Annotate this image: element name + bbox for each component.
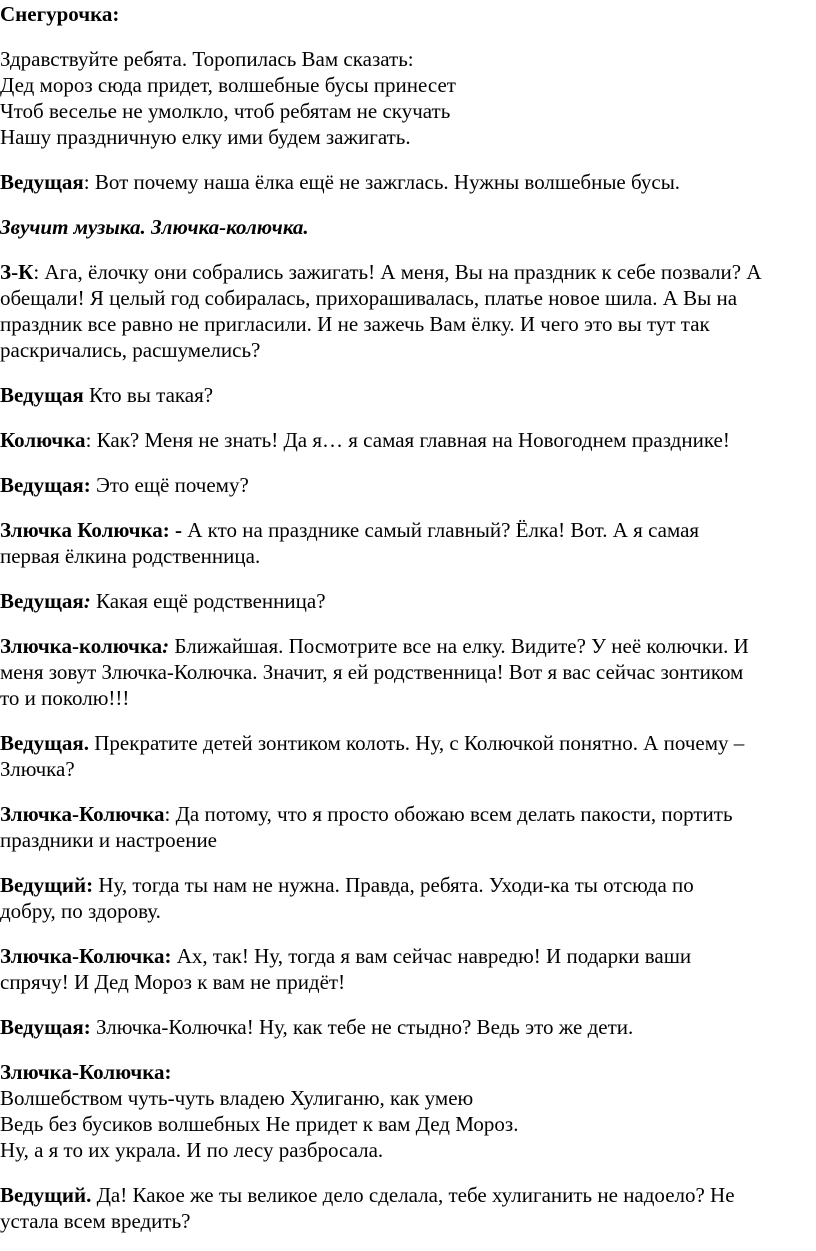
text-line: то и поколю!!! (0, 686, 130, 710)
speaker-name: Злючка-Колючка (0, 802, 165, 826)
paragraph-snegurochka (0, 1, 816, 150)
paragraph-vedushchiy-1 (0, 872, 816, 924)
speaker-separator: : (162, 634, 170, 658)
text-line: праздник все равно не пригласили. И не зажечь Вам ёлку. И чего это вы тут так (0, 312, 710, 336)
text-line: первая ёлкина родственница. (0, 544, 261, 568)
text-line: праздники и настроение (0, 828, 218, 852)
speaker-name: Ведущая. (0, 731, 90, 755)
text-line: спрячу! И Дед Мороз к вам не придёт! (0, 970, 346, 994)
text-line: Ну, а я то их украла. И по лесу разбросала. (0, 1138, 384, 1162)
paragraph-vedushchaya-1 (0, 169, 816, 195)
text-line: Кто вы такая? (83, 383, 214, 407)
speaker-name: Ведущий. (0, 1183, 92, 1207)
paragraph-zlyuchka-2 (0, 633, 816, 711)
speaker-name: Ведущая (0, 589, 84, 613)
text-line: раскричались, расшумелись? (0, 338, 261, 362)
paragraph-vedushchaya-6 (0, 1014, 816, 1040)
text-line: Ведь без бусиков волшебных Не придет к вам Дед Мороз. (0, 1112, 519, 1136)
text-line: Вот почему наша ёлка ещё не зажглась. Нужны волшебные бусы. (89, 170, 681, 194)
speaker-separator: : (33, 260, 40, 284)
paragraph-vedushchaya-2 (0, 382, 816, 408)
speaker-name: Ведущая: (0, 1015, 91, 1039)
text-line: Какая ещё родственница? (90, 589, 326, 613)
text-line: устала всем вредить? (0, 1209, 191, 1233)
text-line: Здравствуйте ребята. Торопилась Вам сказать: (0, 47, 414, 71)
text-line: Ну, тогда ты нам не нужна. Правда, ребята. Уходи-ка ты отсюда по (93, 873, 694, 897)
speaker-name: Злючка-Колючка: (0, 944, 172, 968)
text-line: Злючка? (0, 757, 75, 781)
paragraph-zlyuchka-3 (0, 801, 816, 853)
text-line: добру, по здорову. (0, 899, 161, 923)
text-line: Да! Какое же ты великое дело сделала, тебе хулиганить не надоело? Не (91, 1183, 735, 1207)
paragraph-zlyuchka-4 (0, 943, 816, 995)
text-line: Прекратите детей зонтиком колоть. Ну, с Колючкой понятно. А почему – (89, 731, 745, 755)
text-line: Как? Меня не знать! Да я… я самая главная на Новогоднем празднике! (91, 428, 730, 452)
text-line: Ага, ёлочку они собрались зажигать! А меня, Вы на праздник к себе позвали? А (39, 260, 762, 284)
speaker-separator: : (83, 589, 91, 613)
stage-direction (0, 214, 816, 240)
speaker-name: Ведущая: (0, 473, 91, 497)
paragraph-zlyuchka-5 (0, 1059, 816, 1163)
paragraph-zk (0, 259, 816, 363)
text-line: Это ещё почему? (90, 473, 249, 497)
stage-direction-text: Звучит музыка. Злючка-колючка. (0, 215, 309, 239)
speaker-name: Ведущая (0, 383, 84, 407)
speaker-name: Злючка-колючка (0, 634, 163, 658)
speaker-name: Ведущая (0, 170, 84, 194)
paragraph-kolyuchka (0, 427, 816, 453)
paragraph-zlyuchka-1 (0, 517, 816, 569)
paragraph-vedushchaya-4 (0, 588, 816, 614)
text-line: Ближайшая. Посмотрите все на елку. Видите? У неё колючки. И (169, 634, 749, 658)
speaker-name: Ведущий: (0, 873, 94, 897)
text-line: Нашу праздничную елку ими будем зажигать. (0, 125, 411, 149)
text-line: А кто на празднике самый главный? Ёлка! Вот. А я самая (182, 518, 700, 542)
speaker-name: Злючка-Колючка: (0, 1060, 172, 1084)
speaker-name: Колючка (0, 428, 86, 452)
paragraph-vedushchaya-3 (0, 472, 816, 498)
speaker-name: З-К (0, 260, 34, 284)
paragraph-vedushchiy-2 (0, 1182, 816, 1234)
speaker-name: Злючка Колючка: - (0, 518, 183, 542)
paragraph-vedushchaya-5 (0, 730, 816, 782)
text-line: обещали! Я целый год собиралась, прихорашивалась, платье новое шила. А Вы на (0, 286, 738, 310)
speaker-separator: : (85, 428, 92, 452)
text-line: меня зовут Злючка-Колючка. Значит, я ей родственница! Вот я вас сейчас зонтиком (0, 660, 744, 684)
speaker-name: Снегурочка: (0, 2, 120, 26)
text-line: Волшебством чуть-чуть владею Хулиганю, как умею (0, 1086, 474, 1110)
text-line: Дед мороз сюда придет, волшебные бусы принесет (0, 73, 456, 97)
speaker-separator: : (83, 170, 90, 194)
text-line: Злючка-Колючка! Ну, как тебе не стыдно? Ведь это же дети. (90, 1015, 634, 1039)
text-line: Ах, так! Ну, тогда я вам сейчас навредю! И подарки ваши (171, 944, 692, 968)
text-line: Да потому, что я просто обожаю всем делать пакости, портить (170, 802, 733, 826)
text-line: Чтоб веселье не умолкло, чтоб ребятам не скучать (0, 99, 451, 123)
speaker-separator: : (164, 802, 171, 826)
